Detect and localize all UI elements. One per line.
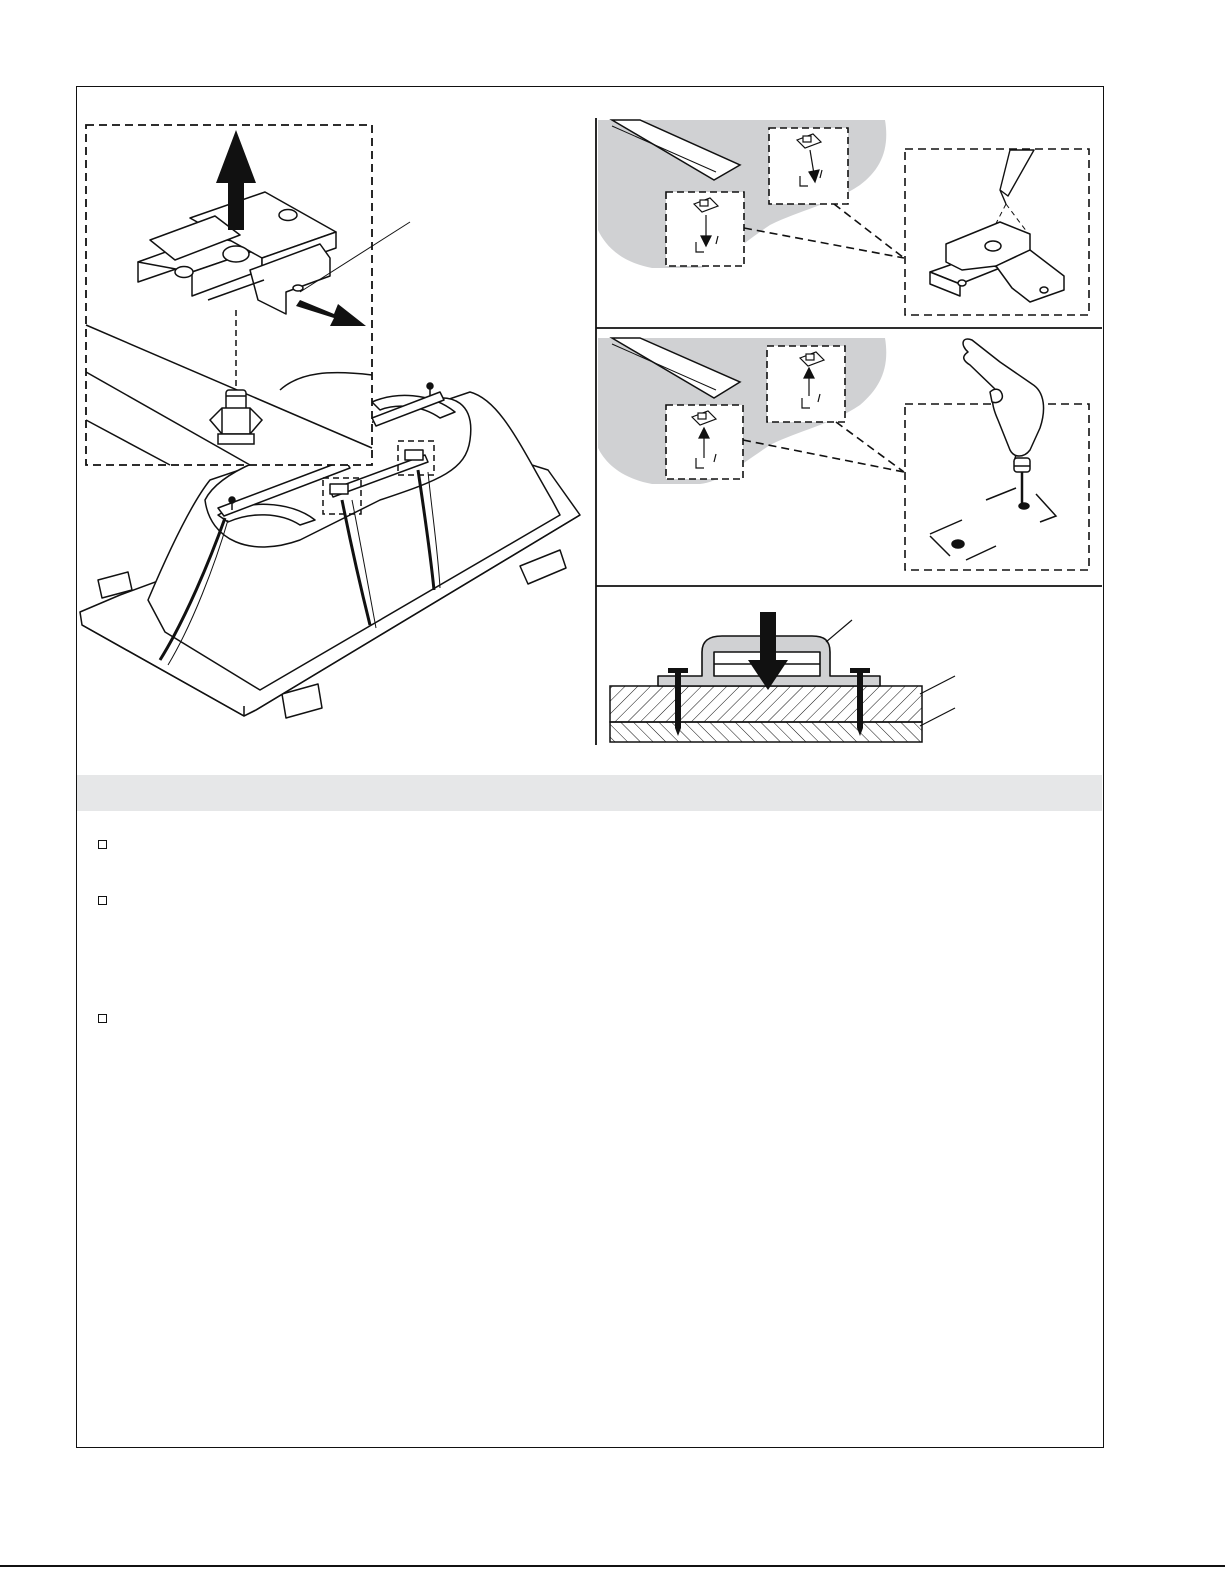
- section-header-band: [77, 775, 1102, 811]
- footer-rule: [0, 1565, 1225, 1567]
- panel-drill-pilot-holes: [598, 338, 1089, 570]
- panel-secure-clip-cross-section: [610, 612, 955, 742]
- panel-mark-clip-locations: [598, 120, 1089, 315]
- installation-figure: [0, 0, 1225, 780]
- step-checkbox[interactable]: [98, 896, 107, 905]
- step-checkbox[interactable]: [98, 840, 107, 849]
- clip-detail-inset: [86, 125, 410, 465]
- step-checkbox[interactable]: [98, 1014, 107, 1023]
